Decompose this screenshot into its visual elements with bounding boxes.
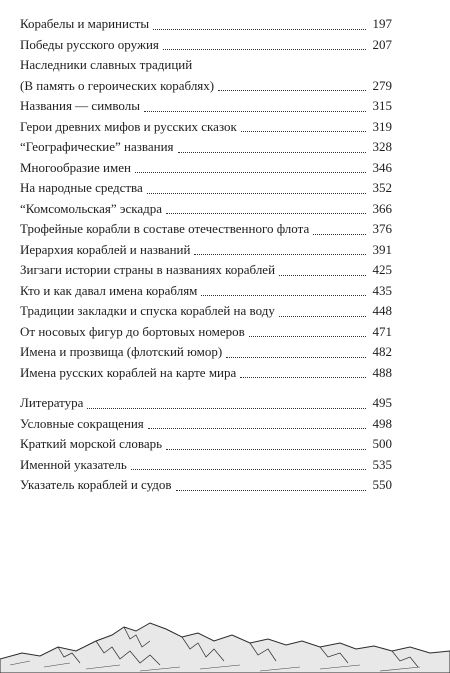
toc-entry[interactable] bbox=[20, 96, 392, 117]
table-of-contents bbox=[20, 14, 392, 496]
dot-leader bbox=[279, 316, 366, 317]
dot-leader bbox=[218, 90, 366, 91]
dot-leader bbox=[131, 469, 366, 470]
toc-entry-page: 207 bbox=[372, 36, 392, 52]
toc-entry-title: Имена русских кораблей на карте мира bbox=[20, 364, 237, 380]
toc-group-chapters bbox=[20, 14, 392, 383]
toc-entry[interactable] bbox=[20, 434, 392, 455]
toc-entry[interactable] bbox=[20, 55, 392, 96]
toc-entry-title: Корабелы и маринисты bbox=[20, 16, 150, 31]
toc-entry-title: Многообразие имен bbox=[20, 159, 131, 175]
toc-entry-page: 550 bbox=[372, 477, 392, 492]
toc-entry[interactable] bbox=[20, 178, 392, 199]
toc-entry-page: 498 bbox=[372, 415, 392, 431]
toc-entry-page: 376 bbox=[372, 221, 392, 236]
toc-entry[interactable] bbox=[20, 260, 392, 281]
toc-entry-page: 482 bbox=[372, 344, 392, 359]
toc-entry-title: Указатель кораблей и судов bbox=[20, 477, 172, 492]
toc-entry-page: 366 bbox=[372, 200, 392, 216]
toc-entry-page: 488 bbox=[372, 364, 392, 380]
toc-entry[interactable] bbox=[20, 35, 392, 56]
toc-entry[interactable] bbox=[20, 322, 392, 343]
toc-entry-page: 352 bbox=[372, 180, 392, 195]
toc-entry-title: Победы русского оружия bbox=[20, 36, 159, 52]
toc-entry-title: “Комсомольская” эскадра bbox=[20, 200, 163, 216]
toc-entry-page: 328 bbox=[372, 139, 392, 154]
dot-leader bbox=[176, 490, 366, 491]
toc-entry[interactable] bbox=[20, 117, 392, 138]
toc-entry-title: Кто и как давал имена кораблям bbox=[20, 282, 198, 298]
toc-entry-page: 435 bbox=[372, 282, 392, 298]
dot-leader bbox=[147, 193, 366, 194]
toc-entry-title: Названия — символы bbox=[20, 98, 140, 113]
toc-entry-title: Условные сокращения bbox=[20, 415, 144, 431]
toc-entry[interactable] bbox=[20, 475, 392, 496]
toc-entry-title-line1: Наследники славных традиций bbox=[20, 57, 193, 72]
toc-entry-page: 448 bbox=[372, 303, 392, 318]
toc-entry[interactable] bbox=[20, 342, 392, 363]
dot-leader bbox=[135, 172, 366, 173]
toc-entry-title: Именной указатель bbox=[20, 456, 127, 472]
toc-entry-page: 346 bbox=[372, 159, 392, 175]
dot-leader bbox=[87, 408, 366, 409]
toc-entry[interactable] bbox=[20, 240, 392, 261]
toc-entry-page: 197 bbox=[372, 16, 392, 31]
toc-entry[interactable] bbox=[20, 363, 392, 384]
toc-entry[interactable] bbox=[20, 455, 392, 476]
dot-leader bbox=[178, 152, 366, 153]
toc-entry-title: От носовых фигур до бортовых номеров bbox=[20, 323, 245, 339]
toc-entry-page: 535 bbox=[372, 456, 392, 472]
dot-leader bbox=[241, 131, 366, 132]
dot-leader bbox=[166, 213, 366, 214]
toc-entry-title: (В память о героических кораблях) bbox=[20, 77, 215, 93]
toc-entry-title: Зигзаги истории страны в названиях кораблей bbox=[20, 262, 276, 277]
toc-entry-page: 471 bbox=[372, 323, 392, 339]
toc-entry[interactable] bbox=[20, 158, 392, 179]
toc-entry-title: Традиции закладки и спуска кораблей на воду bbox=[20, 303, 275, 318]
toc-entry[interactable] bbox=[20, 301, 392, 322]
dot-leader bbox=[163, 49, 366, 50]
toc-entry-page: 425 bbox=[372, 262, 392, 277]
mountain-range-icon bbox=[0, 613, 450, 673]
dot-leader bbox=[226, 357, 366, 358]
dot-leader bbox=[166, 449, 366, 450]
dot-leader bbox=[240, 377, 366, 378]
toc-entry-page: 279 bbox=[372, 77, 392, 93]
toc-entry[interactable] bbox=[20, 393, 392, 414]
toc-entry-page: 319 bbox=[372, 118, 392, 134]
toc-entry[interactable] bbox=[20, 137, 392, 158]
toc-entry-title: На народные средства bbox=[20, 180, 143, 195]
dot-leader bbox=[144, 111, 366, 112]
toc-entry[interactable] bbox=[20, 219, 392, 240]
toc-entry-page: 500 bbox=[372, 436, 392, 451]
dot-leader bbox=[279, 275, 366, 276]
toc-entry[interactable] bbox=[20, 414, 392, 435]
toc-entry[interactable] bbox=[20, 14, 392, 35]
toc-entry-title-line2-row bbox=[20, 76, 392, 97]
toc-entry-page: 495 bbox=[372, 395, 392, 410]
toc-entry-page: 391 bbox=[372, 241, 392, 257]
toc-entry-page: 315 bbox=[372, 98, 392, 113]
toc-entry[interactable] bbox=[20, 199, 392, 220]
dot-leader bbox=[153, 29, 366, 30]
dot-leader bbox=[148, 428, 366, 429]
dot-leader bbox=[249, 336, 366, 337]
toc-entry-title: Краткий морской словарь bbox=[20, 436, 163, 451]
toc-entry-title: Герои древних мифов и русских сказок bbox=[20, 118, 237, 134]
toc-group-appendices bbox=[20, 393, 392, 496]
toc-entry-title: “Географические” названия bbox=[20, 139, 174, 154]
toc-entry-title: Трофейные корабли в составе отечественного флота bbox=[20, 221, 310, 236]
toc-entry[interactable] bbox=[20, 281, 392, 302]
dot-leader bbox=[194, 254, 366, 255]
dot-leader bbox=[201, 295, 366, 296]
toc-entry-title: Имена и прозвища (флотский юмор) bbox=[20, 344, 223, 359]
dot-leader bbox=[313, 234, 366, 235]
toc-entry-title: Иерархия кораблей и названий bbox=[20, 241, 191, 257]
toc-entry-title: Литература bbox=[20, 395, 84, 410]
